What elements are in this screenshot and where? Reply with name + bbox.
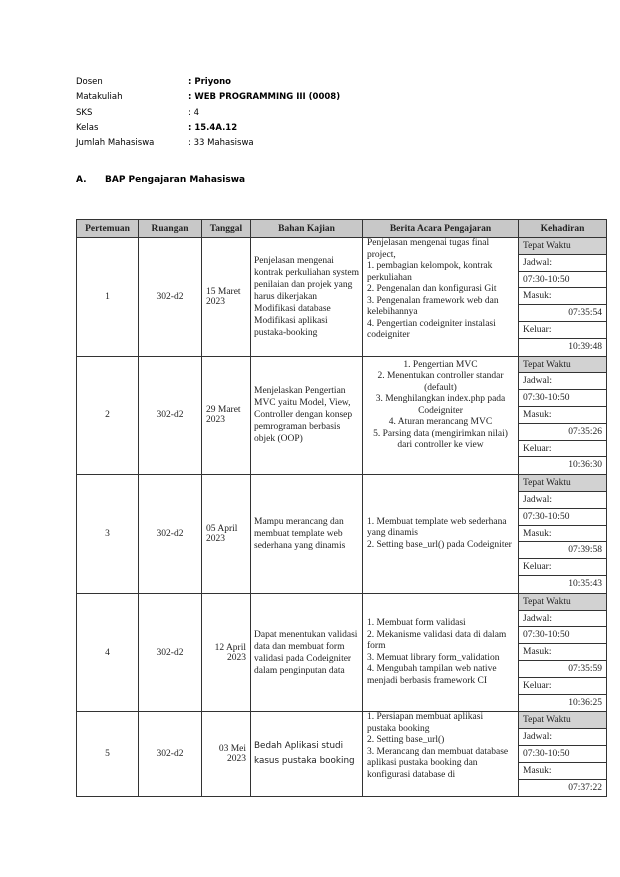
cell-bahan-kajian: Penjelasan mengenai kontrak perkuliahan system penilaian dan projek yang harus dikerjakan Modifikasi database Modifikasi aplikasi pustaka-booking (251, 238, 363, 357)
keluar-value: 10:36:25 (568, 697, 602, 708)
keluar-label: Keluar: (519, 559, 606, 576)
keluar-label: Keluar: (519, 678, 606, 695)
berita-line: 2. Pengenalan dan konfigurasi Git (367, 284, 497, 294)
berita-line: 1. Persiapan membuat aplikasi pustaka booking (367, 712, 484, 734)
status-badge: Tepat Waktu (519, 238, 606, 255)
bap-table (76, 219, 607, 797)
cell-bahan-kajian: Dapat menentukan validasi data dan membuat form validasi pada Codeigniter dalam penginputan data (251, 593, 363, 712)
table-row (77, 356, 607, 475)
masuk-label: Masuk: (519, 763, 606, 780)
berita-line: 1. Pengertian MVC (403, 359, 478, 370)
jadwal-value: 07:30-10:50 (519, 390, 606, 407)
cell-berita-acara (363, 356, 519, 475)
jadwal-label: Jadwal: (519, 729, 606, 746)
info-row-matakuliah (76, 90, 340, 105)
cell-ruangan: 302-d2 (139, 475, 202, 594)
jumlah-label: Jumlah Mahasiswa (76, 138, 155, 149)
table-row (77, 712, 607, 797)
masuk-value: 07:35:59 (519, 661, 606, 678)
jumlah-value: : 33 Mahasiswa (188, 138, 254, 149)
cell-pertemuan: 1 (77, 238, 139, 357)
masuk-label: Masuk: (519, 407, 606, 424)
matakuliah-label: Matakuliah (76, 92, 123, 103)
kelas-label: Kelas (76, 122, 99, 133)
header-bahan-kajian: Bahan Kajian (251, 220, 363, 238)
jadwal-label: Jadwal: (519, 373, 606, 390)
berita-line: 1. Membuat template web sederhana yang dinamis (367, 516, 507, 539)
keluar-value: 10:36:30 (568, 460, 602, 471)
kelas-value: : 15.4A.12 (188, 122, 238, 133)
cell-bahan-kajian: Menjelaskan Pengertian MVC yaitu Model, View, Controller dengan konsep pemrograman berbasis objek (OOP) (251, 356, 363, 475)
matakuliah-value: : WEB PROGRAMMING III (0008) (188, 92, 341, 103)
cell-ruangan: 302-d2 (139, 593, 202, 712)
section-title: BAP Pengajaran Mahasiswa (105, 175, 246, 185)
berita-line: 4. Pengertian codeigniter instalasi codeigniter (367, 318, 496, 340)
header-tanggal: Tanggal (202, 220, 251, 238)
section-number: A. (76, 175, 87, 185)
berita-line: 3. Memuat library form_validation (367, 652, 500, 663)
cell-bahan-kajian: Bedah Aplikasi studi kasus pustaka booking (251, 712, 363, 797)
table-header-row (77, 220, 607, 238)
berita-line: Penjelasan mengenai tugas final project, (367, 238, 490, 260)
keluar-value: 10:35:43 (568, 578, 602, 589)
jadwal-label: Jadwal: (519, 492, 606, 509)
cell-pertemuan: 3 (77, 475, 139, 594)
berita-line: 2. Setting base_url() (367, 735, 445, 746)
jadwal-value: 07:30-10:50 (519, 746, 606, 763)
berita-line: 4. Aturan merancang MVC (388, 417, 493, 428)
table-row (77, 593, 607, 712)
cell-bahan-kajian: Mampu merancang dan membuat template web sederhana yang dinamis (251, 475, 363, 594)
cell-kehadiran (519, 712, 607, 797)
cell-kehadiran (519, 475, 607, 594)
cell-kehadiran (519, 593, 607, 712)
jadwal-value: 07:30-10:50 (519, 272, 606, 289)
info-row-kelas (76, 121, 340, 136)
berita-line: 4. Mengubah tampilan web native menjadi berbasis framework CI (367, 664, 497, 686)
table-row (77, 475, 607, 594)
cell-berita-acara (363, 712, 519, 797)
jadwal-label: Jadwal: (519, 611, 606, 628)
sks-value: : 4 (188, 107, 199, 118)
masuk-value: 07:35:26 (519, 424, 606, 441)
info-row-sks (76, 106, 340, 121)
sks-label: SKS (76, 107, 93, 118)
berita-line: 2. Mekanisme validasi data di dalam form (367, 629, 507, 652)
cell-kehadiran (519, 238, 607, 357)
cell-ruangan: 302-d2 (139, 238, 202, 357)
masuk-value: 07:39:58 (519, 542, 606, 559)
cell-kehadiran (519, 356, 607, 475)
cell-tanggal: 29 Maret 2023 (202, 356, 251, 475)
cell-tanggal: 15 Maret 2023 (202, 238, 251, 357)
berita-line: 3. Menghilangkan index.php pada Codeigniter (375, 394, 506, 416)
dosen-value: : Priyono (188, 77, 231, 87)
course-info (76, 75, 340, 151)
header-pertemuan: Pertemuan (77, 220, 139, 238)
berita-line: 1. Membuat form validasi (367, 618, 466, 629)
cell-pertemuan: 4 (77, 593, 139, 712)
masuk-label: Masuk: (519, 644, 606, 661)
dosen-label: Dosen (76, 77, 103, 87)
cell-tanggal: 05 April 2023 (202, 475, 251, 594)
keluar-label: Keluar: (519, 322, 606, 339)
masuk-value: 07:35:54 (519, 305, 606, 322)
cell-tanggal: 12 April 2023 (202, 593, 251, 712)
berita-line: 5. Parsing data (mengirimkan nilai) dari controller ke view (373, 428, 508, 451)
jadwal-value: 07:30-10:50 (519, 509, 606, 526)
header-kehadiran: Kehadiran (519, 220, 607, 238)
info-row-dosen (76, 75, 340, 90)
table-row (77, 238, 607, 357)
cell-tanggal: 03 Mei 2023 (202, 712, 251, 797)
info-row-jumlah (76, 136, 340, 151)
cell-ruangan: 302-d2 (139, 356, 202, 475)
status-badge: Tepat Waktu (519, 712, 606, 729)
header-ruangan: Ruangan (139, 220, 202, 238)
cell-berita-acara (363, 238, 519, 357)
header-berita-acara: Berita Acara Pengajaran (363, 220, 519, 238)
masuk-value: 07:37:22 (568, 782, 602, 793)
keluar-value: 10:39:48 (568, 341, 602, 352)
status-badge: Tepat Waktu (519, 594, 606, 611)
cell-pertemuan: 2 (77, 356, 139, 475)
status-badge: Tepat Waktu (519, 475, 606, 492)
berita-line: 3. Pengenalan framework web dan kelebihannya (367, 295, 499, 317)
berita-line: 2. Setting base_url() pada Codeigniter (367, 539, 512, 550)
jadwal-label: Jadwal: (519, 255, 606, 272)
status-badge: Tepat Waktu (519, 357, 606, 374)
berita-line: 3. Merancang dan membuat database aplikasi pustaka booking dan konfigurasi database di (367, 746, 509, 780)
cell-pertemuan: 5 (77, 712, 139, 797)
berita-line: 1. pembagian kelompok, kontrak perkuliahan (367, 261, 493, 283)
masuk-label: Masuk: (519, 526, 606, 543)
jadwal-value: 07:30-10:50 (519, 627, 606, 644)
cell-ruangan: 302-d2 (139, 712, 202, 797)
masuk-label: Masuk: (519, 288, 606, 305)
berita-line: 2. Menentukan controller standar (default) (377, 371, 504, 393)
cell-berita-acara (363, 475, 519, 594)
cell-berita-acara (363, 593, 519, 712)
section-heading (76, 175, 245, 185)
keluar-label: Keluar: (519, 441, 606, 458)
